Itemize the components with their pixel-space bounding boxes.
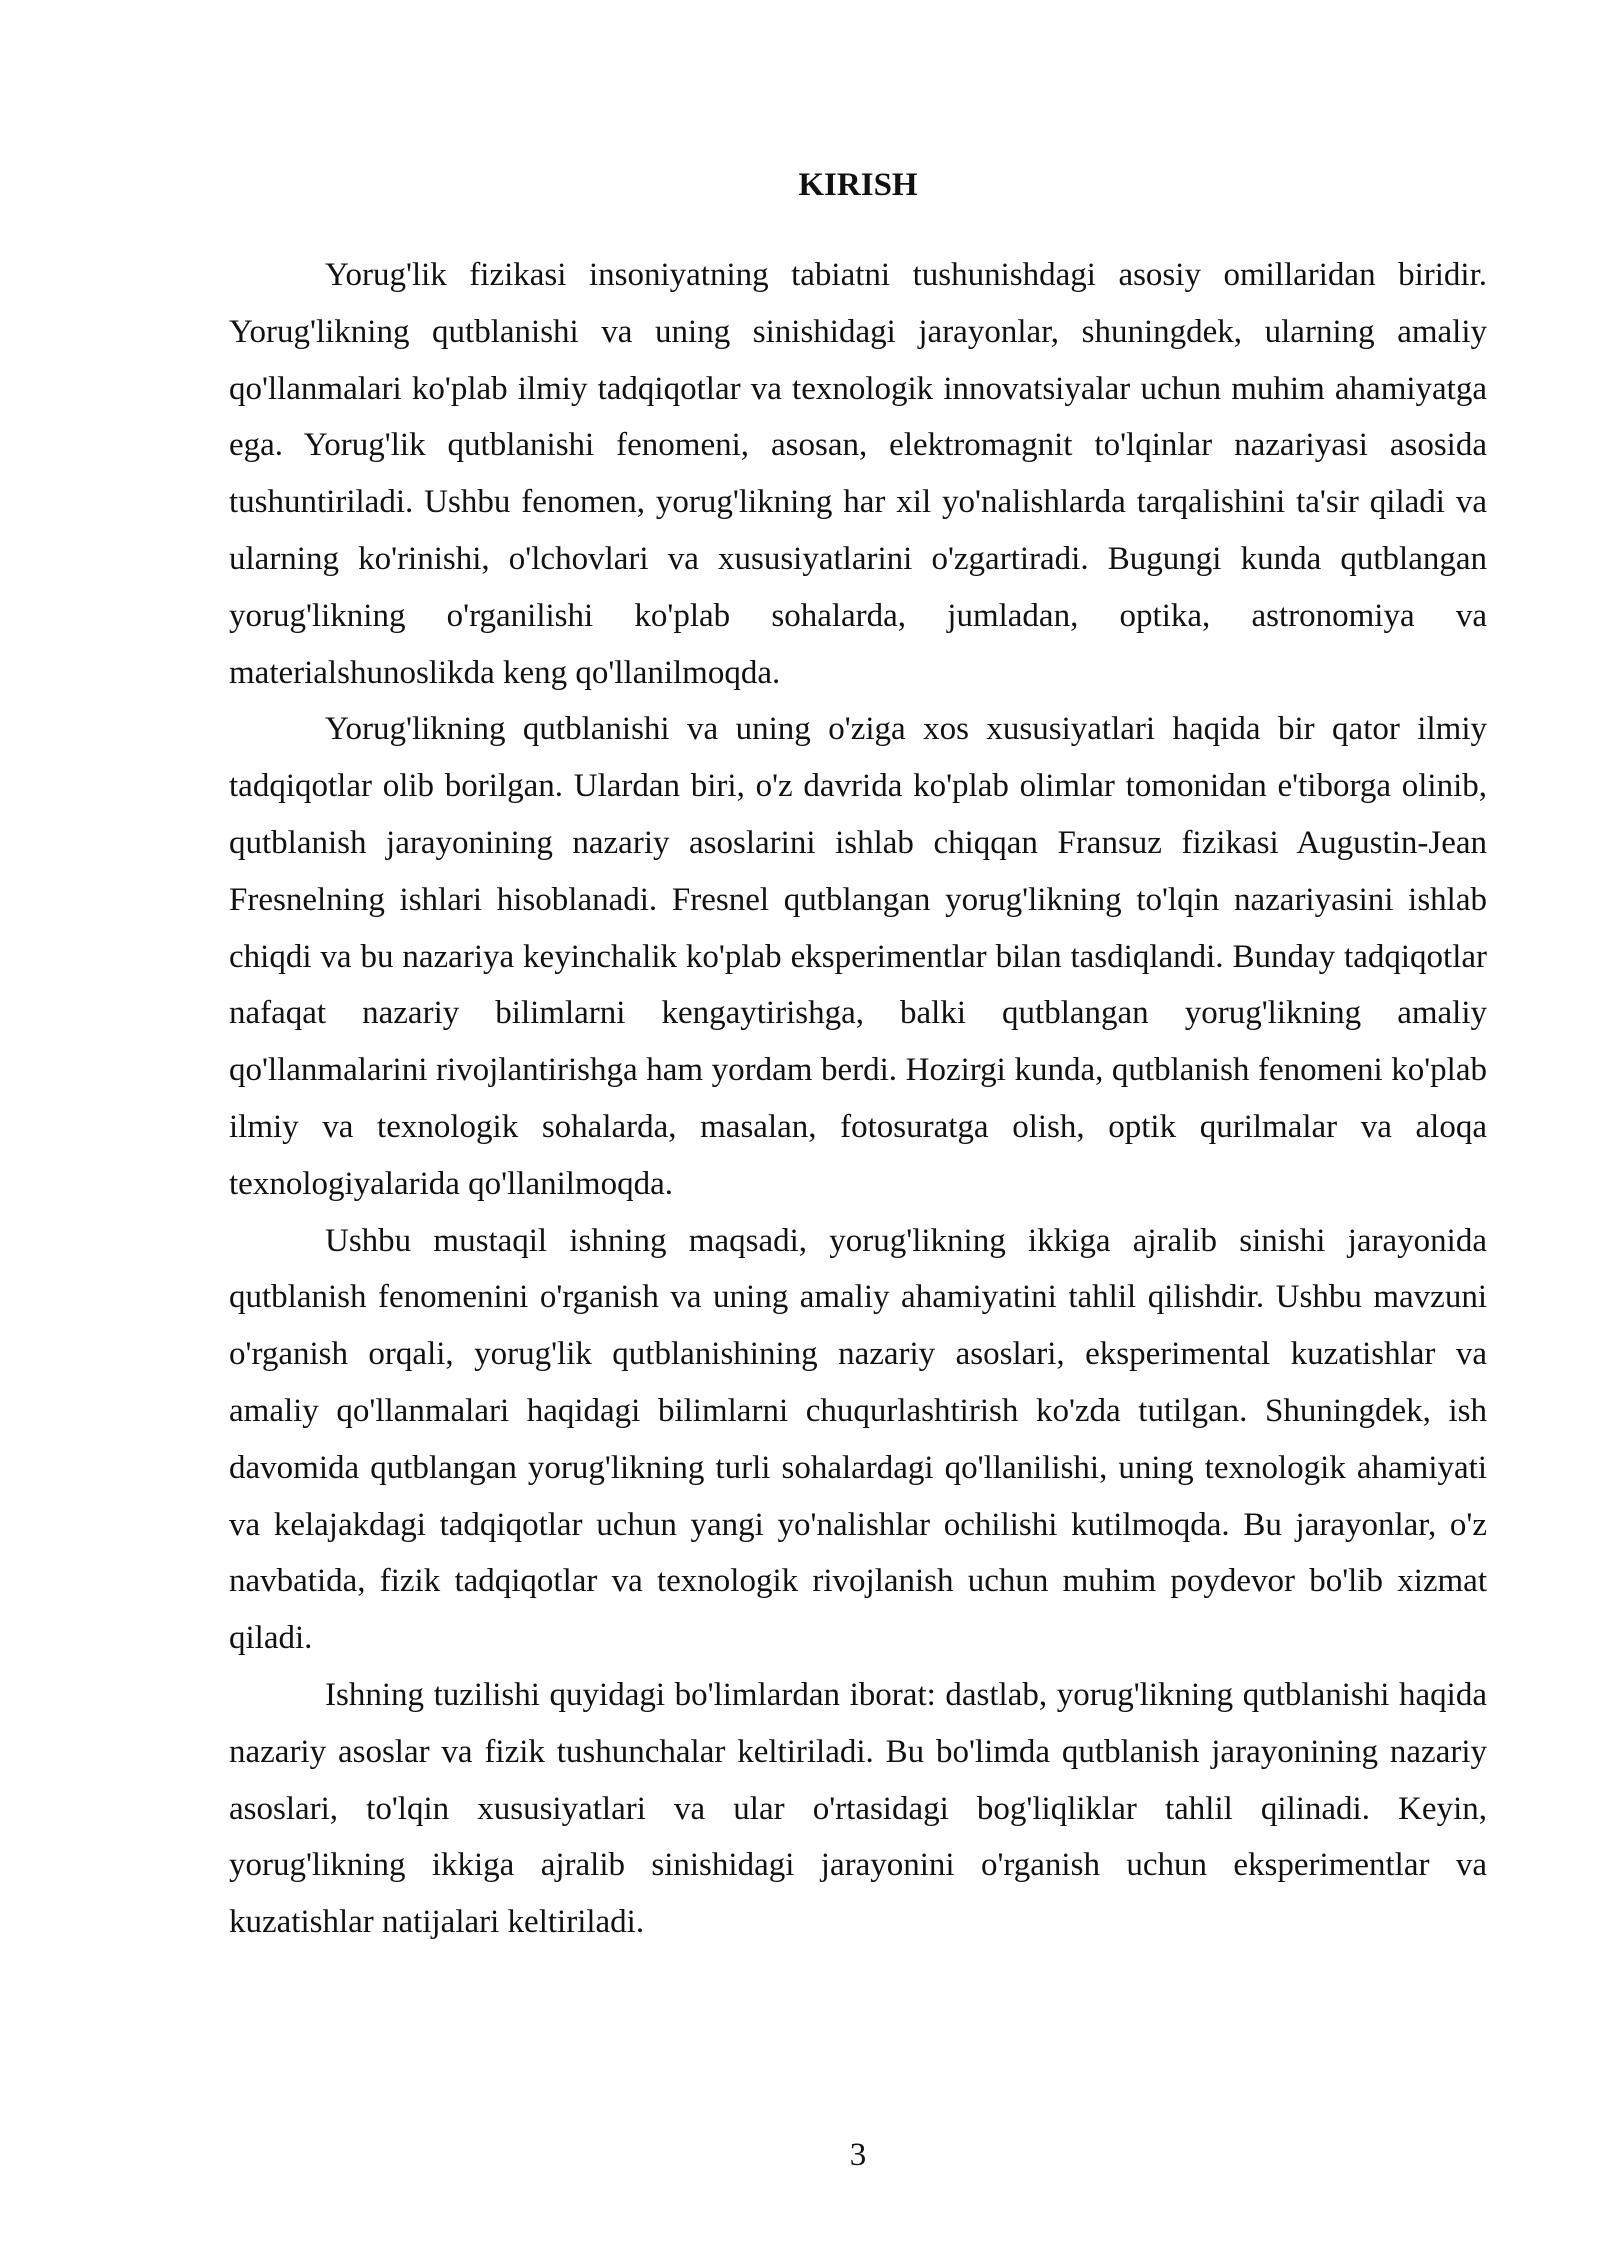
paragraph-4: Ishning tuzilishi quyidagi bo'limlardan iborat: dastlab, yorug'likning qutblanishi haqida nazariy asoslar va fizik tushunchalar keltiriladi. Bu bo'limda qutblanish jarayonining nazariy asoslari, to'lqin xususiyatlari va ular o'rtasidagi bog'liqliklar tahlil qilinadi. Keyin, yorug'likning ikkiga ajralib sinishidagi jarayonini o'rganish uchun eksperimentlar va kuzatishlar natijalari keltiriladi. xyxy=(229,1676,1487,1941)
page-number: 3 xyxy=(849,2137,867,2173)
paragraph-1: Yorug'lik fizikasi insoniyatning tabiatni tushunishdagi asosiy omillaridan biridir. Yorug'likning qutblanishi va uning sinishidagi jarayonlar, shuningdek, ularning amaliy qo'llanmalari ko'plab ilmiy tadqiqotlar va texnologik innovatsiyalar uchun muhim ahamiyatga ega. Yorug'lik qutblanishi fenomeni, asosan, elektromagnit to'lqinlar nazariyasi asosida tushuntiriladi. Ushbu fenomen, yorug'likning har xil yo'nalishlarda tarqalishini ta'sir qiladi va ularning ko'rinishi, o'lchovlari va xususiyatlarini o'zgartiradi. Bugungi kunda qutblangan yorug'likning o'rganilishi ko'plab sohalarda, jumladan, optika, astronomiya va materialshunoslikda keng qo'llanilmoqda. xyxy=(229,257,1487,691)
section-heading: KIRISH xyxy=(798,167,918,203)
paragraph-3: Ushbu mustaqil ishning maqsadi, yorug'likning ikkiga ajralib sinishi jarayonida qutblanish fenomenini o'rganish va uning amaliy ahamiyatini tahlil qilishdir. Ushbu mavzuni o'rganish orqali, yorug'lik qutblanishining nazariy asoslari, eksperimental kuzatishlar va amaliy qo'llanmalari haqidagi bilimlarni chuqurlashtirish ko'zda tutilgan. Shuningdek, ish davomida qutblangan yorug'likning turli sohalardagi qo'llanilishi, uning texnologik ahamiyati va kelajakdagi tadqiqotlar uchun yangi yo'nalishlar ochilishi kutilmoqda. Bu jarayonlar, o'z navbatida, fizik tadqiqotlar va texnologik rivojlanish uchun muhim poydevor bo'lib xizmat qiladi. xyxy=(229,1222,1487,1657)
paragraph-2: Yorug'likning qutblanishi va uning o'ziga xos xususiyatlari haqida bir qator ilmiy tadqiqotlar olib borilgan. Ulardan biri, o'z davrida ko'plab olimlar tomonidan e'tiborga olinib, qutblanish jarayonining nazariy asoslarini ishlab chiqqan Fransuz fizikasi Augustin-Jean Fresnelning ishlari hisoblanadi. Fresnel qutblangan yorug'likning to'lqin nazariyasini ishlab chiqdi va bu nazariya keyinchalik ko'plab eksperimentlar bilan tasdiqlandi. Bunday tadqiqotlar nafaqat nazariy bilimlarni kengaytirishga, balki qutblangan yorug'likning amaliy qo'llanmalarini rivojlantirishga ham yordam berdi. Hozirgi kunda, qutblanish fenomeni ko'plab ilmiy va texnologik sohalarda, masalan, fotosuratga olish, optik qurilmalar va aloqa texnologiyalarida qo'llanilmoqda. xyxy=(229,711,1487,1202)
body-text xyxy=(229,247,1487,1951)
